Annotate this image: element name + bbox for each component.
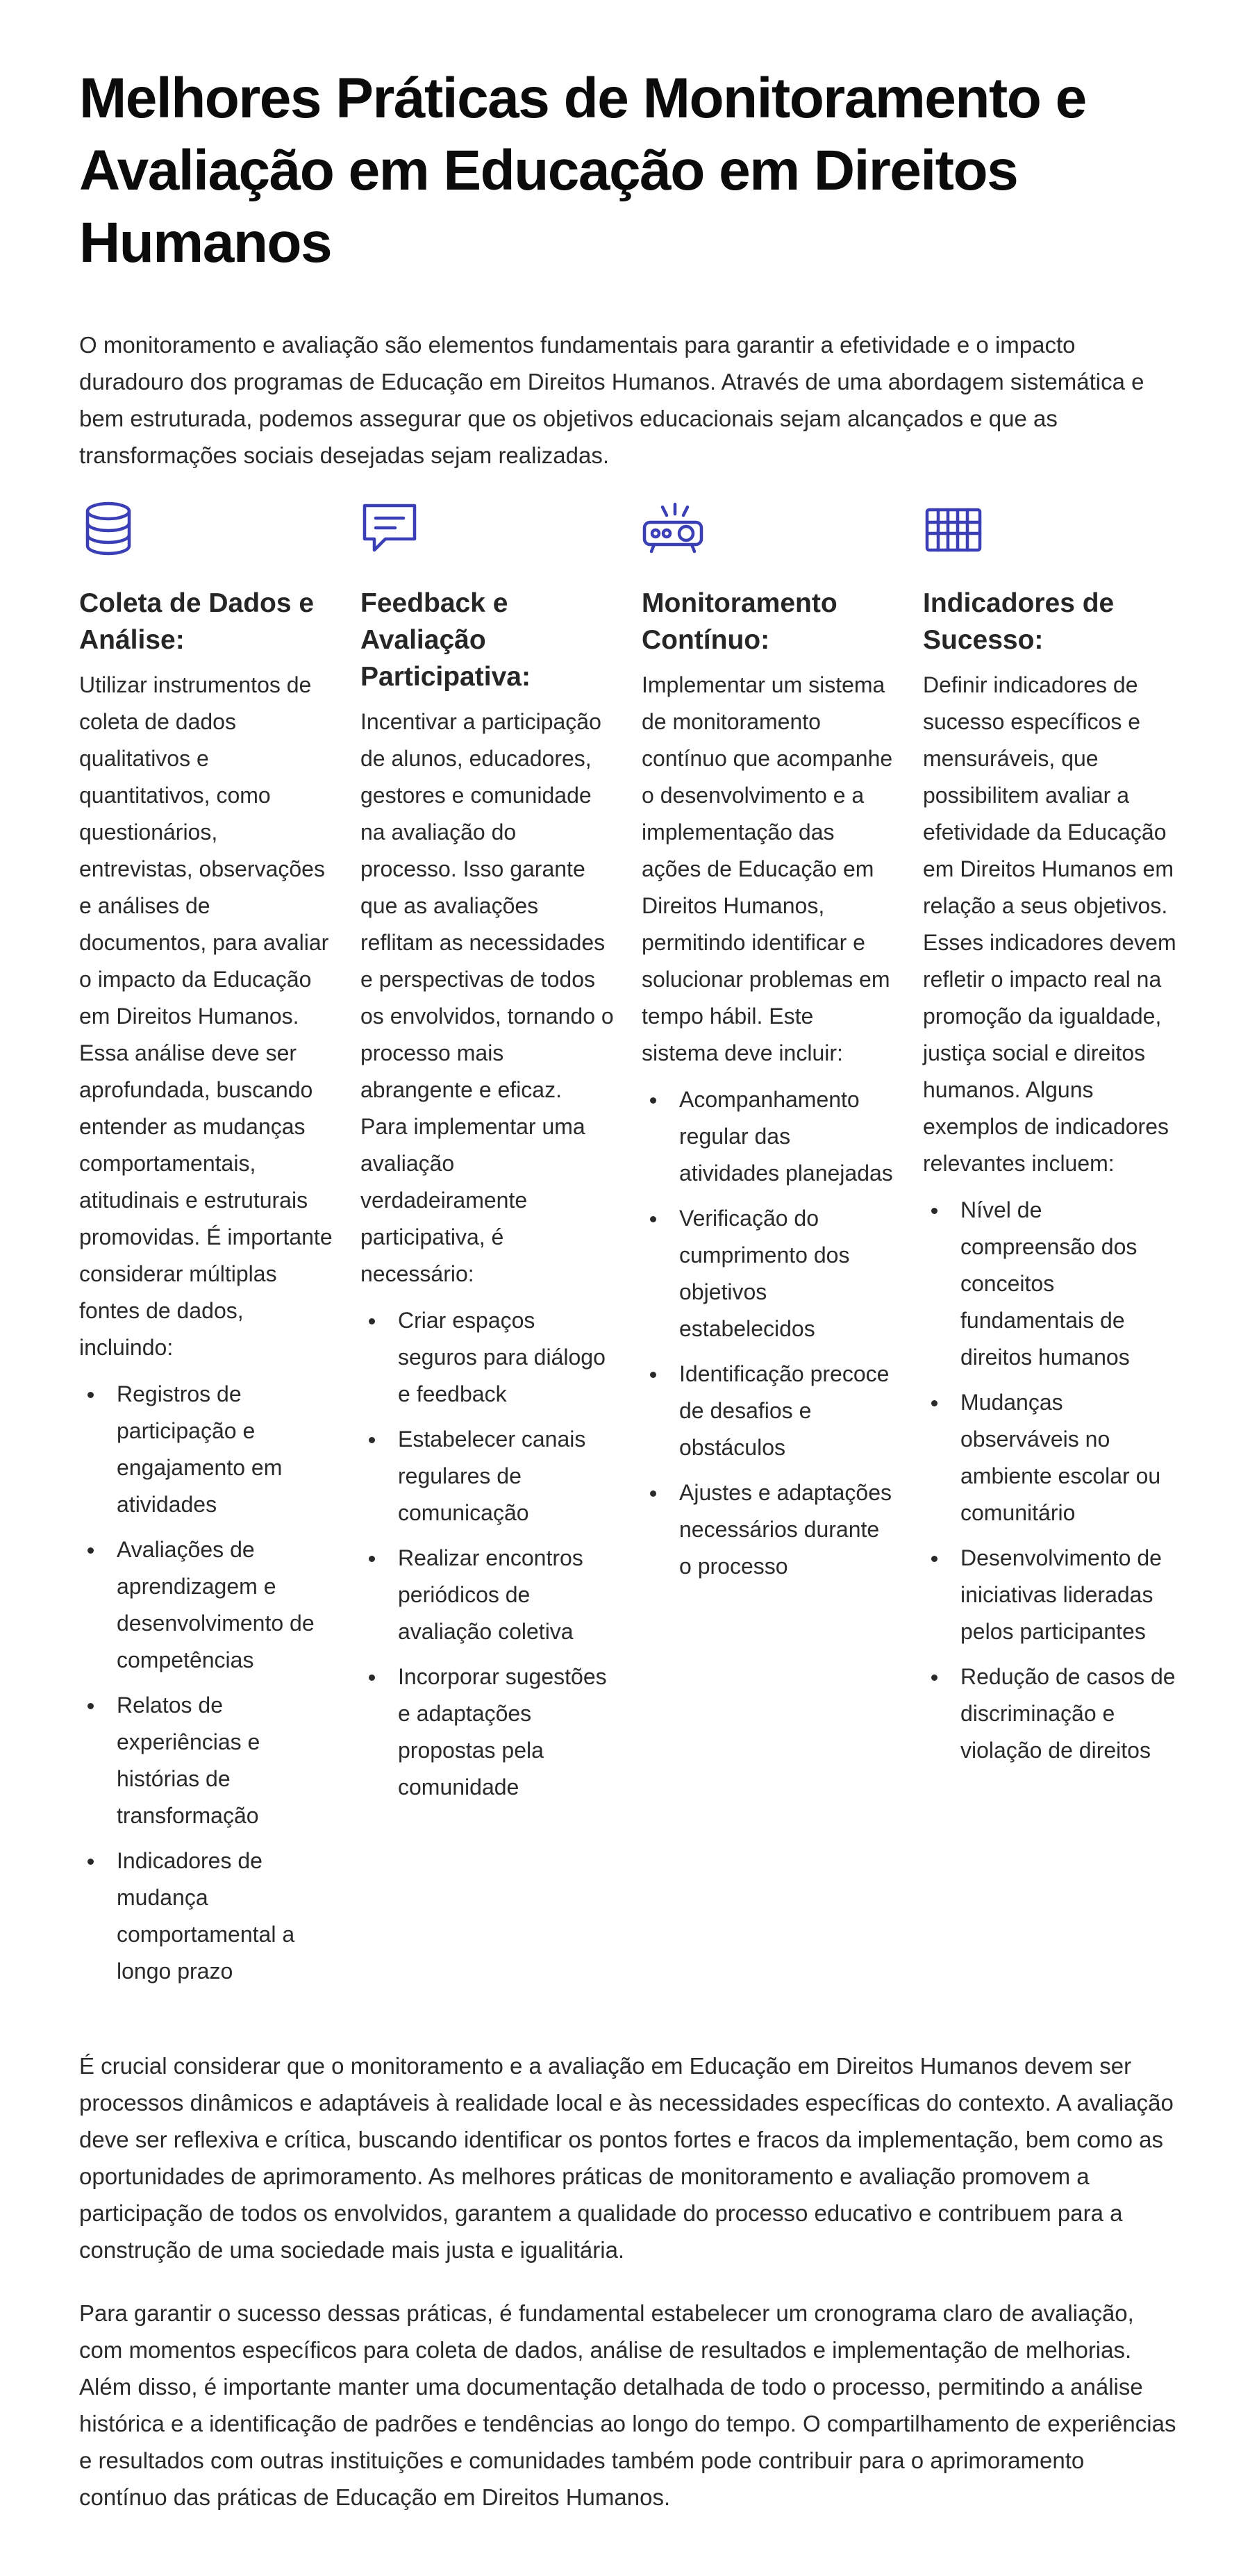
intro-paragraph: O monitoramento e avaliação são elementos fundamentais para garantir a efetividade e o impacto duradouro dos programas de Educação em Direitos Humanos. Através de uma abordagem sistemática e bem estruturada, podemos assegurar que os objetivos educacionais sejam alcançados e que as transformações sociais desejadas sejam realizadas.: [79, 332, 1144, 468]
practice-heading: Monitoramento Contínuo:: [642, 588, 838, 655]
list-item: Criar espaços seguros para diálogo e feedback: [398, 1302, 614, 1413]
list-item: Nível de compreensão dos conceitos fundamentais de direitos humanos: [960, 1192, 1176, 1376]
list-item: Verificação do cumprimento dos objetivos estabelecidos: [679, 1200, 895, 1347]
grid-icon: [923, 497, 985, 560]
page-title: Melhores Práticas de Monitoramento e Avaliação em Educação em Direitos Humanos: [79, 67, 1086, 274]
practice-heading: Feedback e Avaliação Participativa:: [360, 588, 531, 692]
list-item: Estabelecer canais regulares de comunicação: [398, 1421, 614, 1531]
closing-paragraph-2: Para garantir o sucesso dessas práticas, é fundamental estabelecer um cronograma claro de avaliação, com momentos específicos para coleta de dados, análise de resultados e implementação de melhorias. Além disso, é importante manter uma documentação detalhada de todo o processo, permitindo a análise histórica e a identificação de padrões e tendências ao longo do tempo. O compartilhamento de experiências e resultados com outras instituições e comunidades também pode contribuir para o aprimoramento contínuo das práticas de Educação em Direitos Humanos.: [79, 2300, 1176, 2510]
practice-list: [360, 1302, 614, 1806]
practice-text: Definir indicadores de sucesso específicos e mensuráveis, que possibilitem avaliar a efetividade da Educação em Direitos Humanos em relação a seus objetivos. Esses indicadores devem refletir o impacto real na promoção da igualdade, justiça social e direitos humanos. Alguns exemplos de indicadores relevantes incluem:: [923, 672, 1176, 1176]
database-icon: [79, 497, 142, 560]
practice-text: Implementar um sistema de monitoramento contínuo que acompanhe o desenvolvimento e a implementação das ações de Educação em Direitos Humanos, permitindo identificar e solucionar problemas em tempo hábil. Este sistema deve incluir:: [642, 672, 893, 1065]
list-item: Incorporar sugestões e adaptações propostas pela comunidade: [398, 1659, 614, 1806]
list-item: Registros de participação e engajamento em atividades: [117, 1376, 333, 1523]
practice-list: [923, 1192, 1176, 1769]
practice-heading: Coleta de Dados e Análise:: [79, 588, 315, 655]
list-item: Realizar encontros periódicos de avaliação coletiva: [398, 1540, 614, 1650]
message-icon: [360, 497, 423, 560]
practice-heading: Indicadores de Sucesso:: [923, 588, 1115, 655]
list-item: Ajustes e adaptações necessários durante o processo: [679, 1474, 895, 1585]
practices-columns: [79, 497, 1176, 2025]
list-item: Redução de casos de discriminação e violação de direitos: [960, 1659, 1176, 1769]
practice-card-continuous-monitoring: [642, 497, 895, 1593]
practice-list: [642, 1081, 895, 1585]
list-item: Acompanhamento regular das atividades planejadas: [679, 1081, 895, 1192]
list-item: Avaliações de aprendizagem e desenvolvimento de competências: [117, 1531, 333, 1679]
list-item: Identificação precoce de desafios e obstáculos: [679, 1356, 895, 1466]
list-item: Indicadores de mudança comportamental a longo prazo: [117, 1843, 333, 1990]
practice-list: [79, 1376, 333, 1990]
practice-card-success-indicators: [923, 497, 1176, 1777]
practice-text: Utilizar instrumentos de coleta de dados qualitativos e quantitativos, como questionários, entrevistas, observações e análises de documentos, para avaliar o impacto da Educação em Direitos Humanos. Essa análise deve ser aprofundada, buscando entender as mudanças comportamentais, atitudinais e estruturais promovidas. É importante considerar múltiplas fontes de dados, incluindo:: [79, 672, 333, 1360]
list-item: Mudanças observáveis no ambiente escolar ou comunitário: [960, 1384, 1176, 1531]
list-item: Desenvolvimento de iniciativas lideradas pelos participantes: [960, 1540, 1176, 1650]
list-item: Relatos de experiências e histórias de transformação: [117, 1687, 333, 1834]
projector-icon: [642, 497, 704, 560]
practice-text: Incentivar a participação de alunos, educadores, gestores e comunidade na avaliação do processo. Isso garante que as avaliações reflitam as necessidades e perspectivas de todos os envolvidos, tornando o processo mais abrangente e eficaz. Para implementar uma avaliação verdadeiramente participativa, é necessário:: [360, 709, 614, 1286]
practice-card-data-collection: [79, 497, 333, 1998]
closing-paragraph-1: É crucial considerar que o monitoramento e a avaliação em Educação em Direitos Humanos devem ser processos dinâmicos e adaptáveis à realidade local e às necessidades específicas do contexto. A avaliação deve ser reflexiva e crítica, buscando identificar os pontos fortes e fracos da implementação, bem como as oportunidades de aprimoramento. As melhores práticas de monitoramento e avaliação promovem a participação de todos os envolvidos, garantem a qualidade do processo educativo e contribuem para a construção de uma sociedade mais justa e igualitária.: [79, 2053, 1174, 2263]
practice-card-participative-feedback: [360, 497, 614, 1814]
